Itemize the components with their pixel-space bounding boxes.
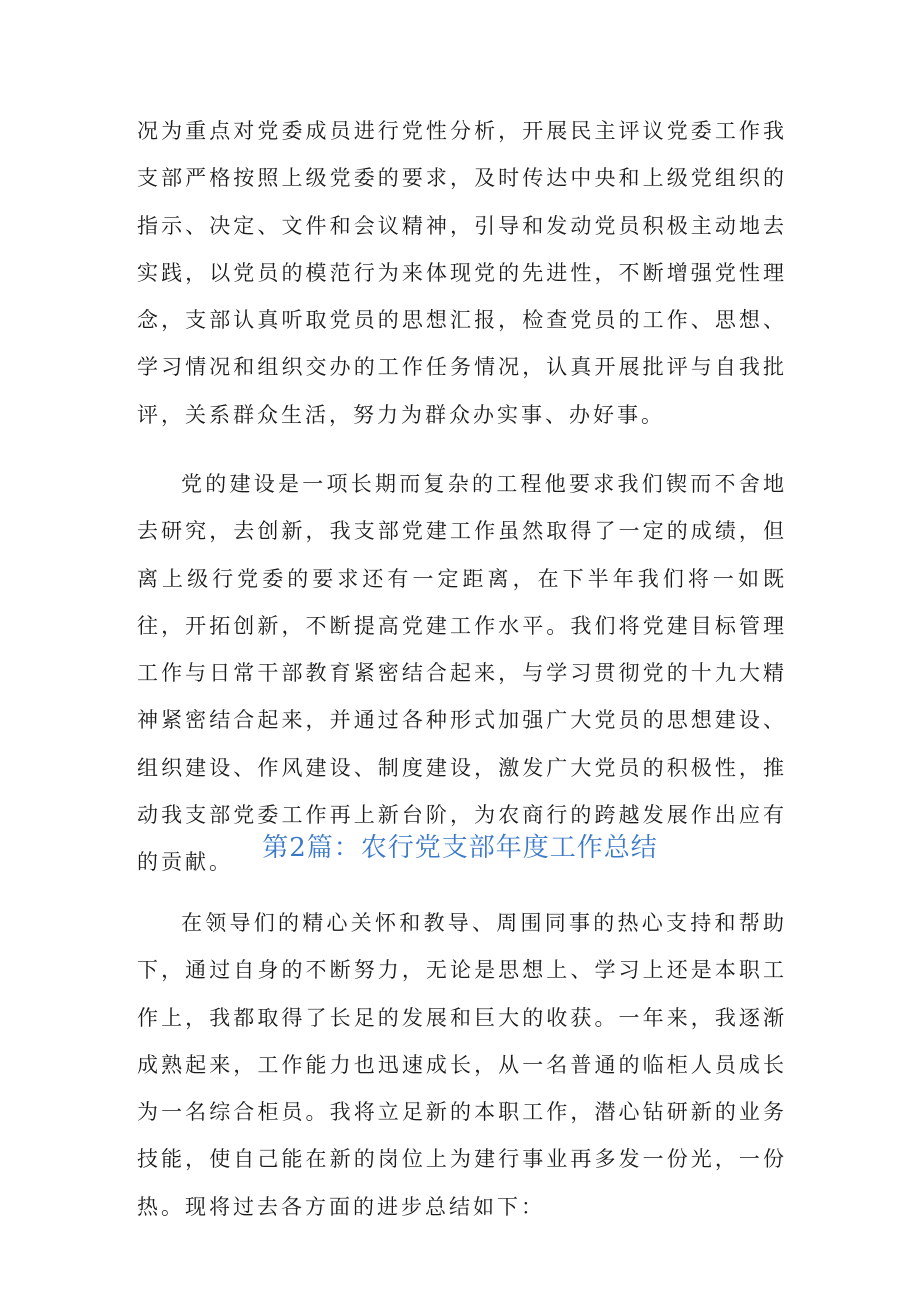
paragraph-annual-summary-intro: 在领导们的精心关怀和教导、周围同事的热心支持和帮助下，通过自身的不断努力，无论是思想上、学习上还是本职工作上，我都取得了长足的发展和巨大的收获。一年来，我逐渐成熟起来，工作能力也迅速成长，从一名普通的临柜人员成长为一名综合柜员。我将立足新的本职工作，潜心钻研新的业务技能，使自己能在新的岗位上为建行事业再多发一份光，一份热。现将过去各方面的进步总结如下： (137, 911, 787, 1219)
paragraph-party-building: 党的建设是一项长期而复杂的工程他要求我们锲而不舍地去研究，去创新，我支部党建工作虽然取得了一定的成绩，但离上级行党委的要求还有一定距离，在下半年我们将一如既往，开拓创新，不断提高党建工作水平。我们将党建目标管理工作与日常干部教育紧密结合起来，与学习贯彻党的十九大精神紧密结合起来，并通过各种形式加强广大党员的思想建设、组织建设、作风建设、制度建设，激发广大党员的积极性，推动我支部党委工作再上新台阶，为农商行的跨越发展作出应有的贡献。 (137, 472, 787, 875)
paragraph-continuation: 况为重点对党委成员进行党性分析，开展民主评议党委工作我支部严格按照上级党委的要求，及时传达中央和上级党组织的指示、决定、文件和会议精神，引导和发动党员积极主动地去实践，以党员的模范行为来体现党的先进性，不断增强党性理念，支部认真听取党员的思想汇报，检查党员的工作、思想、学习情况和组织交办的工作任务情况，认真开展批评与自我批评，关系群众生活，努力为群众办实事、办好事。 (137, 119, 787, 427)
section-heading: 第2篇：农行党支部年度工作总结 (262, 833, 658, 863)
